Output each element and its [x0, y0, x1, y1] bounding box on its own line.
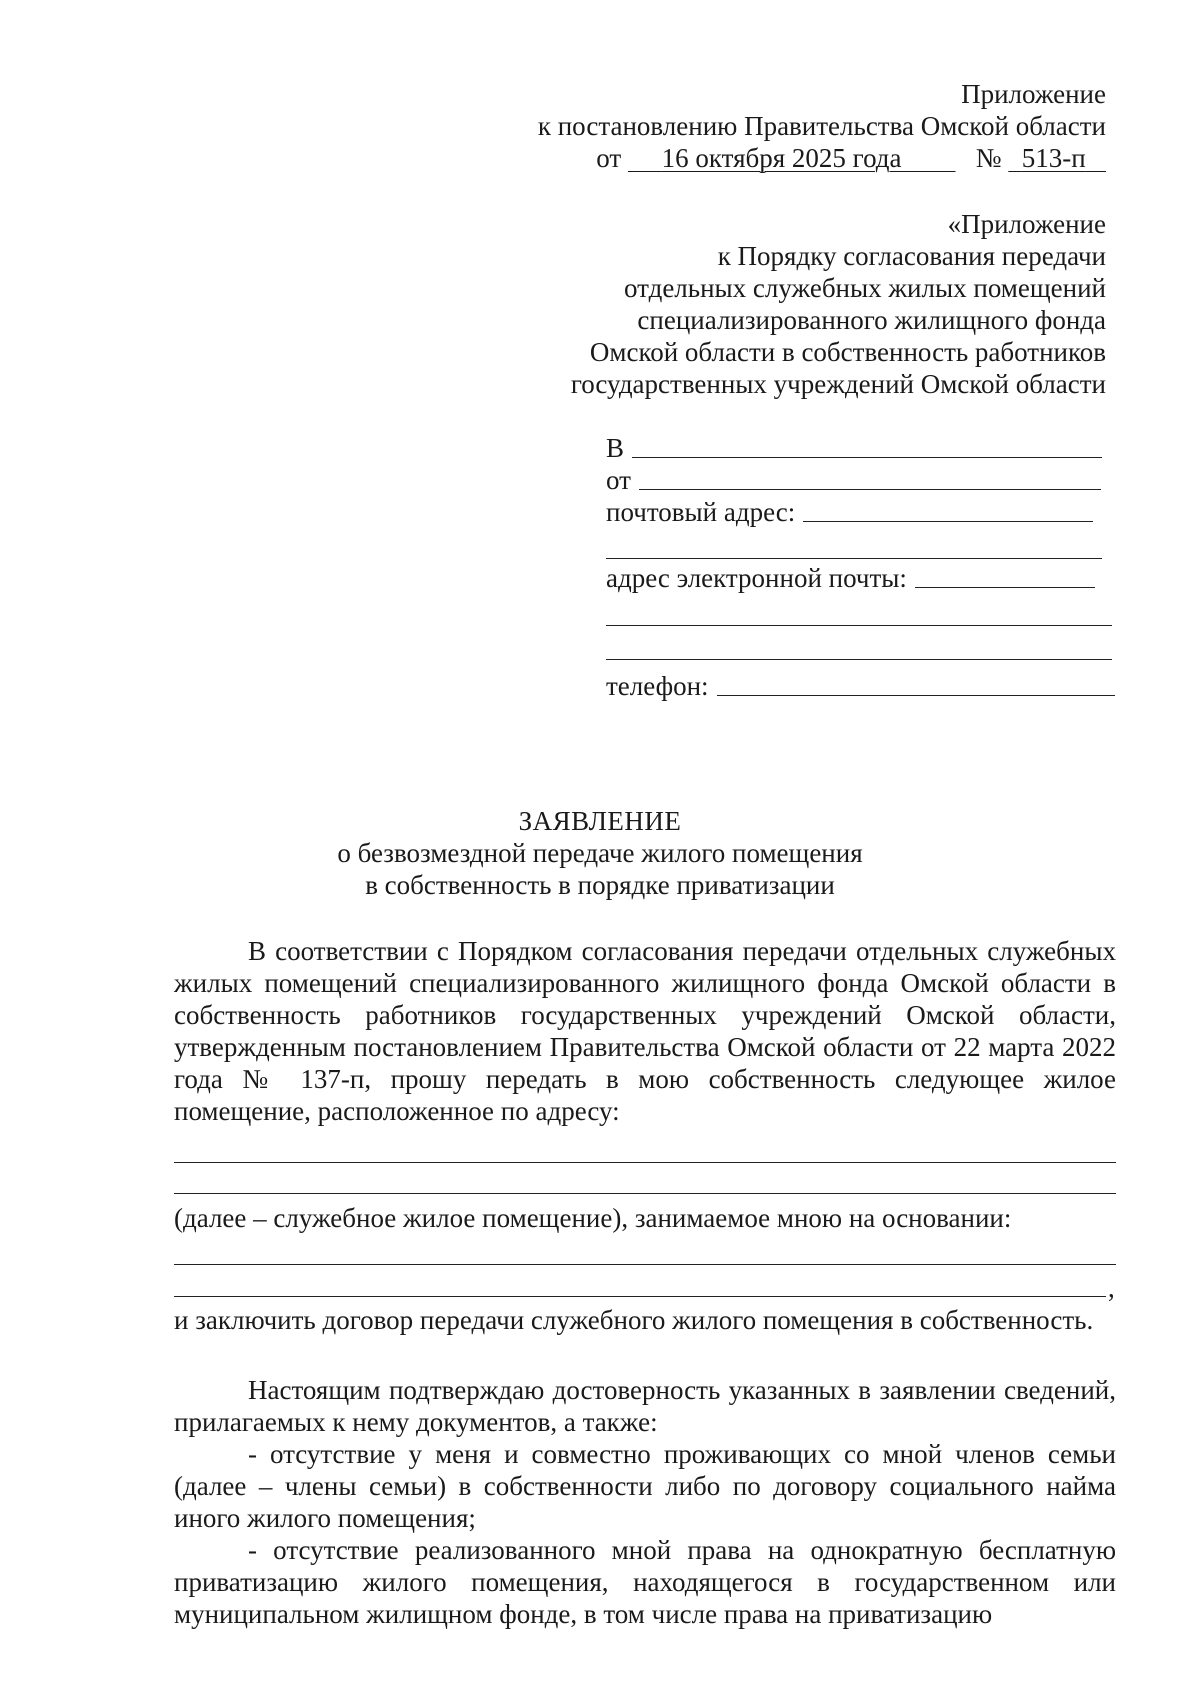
postal-field[interactable]: [803, 521, 1093, 522]
phone-label: телефон:: [606, 671, 709, 701]
email-row: [606, 562, 1095, 594]
to-label: В: [606, 433, 625, 463]
basis-line-2[interactable]: [174, 1296, 1106, 1297]
from-field-label: от: [606, 465, 631, 495]
basis-line-1[interactable]: [174, 1264, 1116, 1265]
postal-field-line2[interactable]: [606, 558, 1102, 559]
title-main: ЗАЯВЛЕНИЕ: [518, 806, 682, 836]
after-address-text: (далее – служебное жилое помещение), занимаемое мною на основании:: [174, 1203, 1012, 1233]
title-sub: о безвозмездной передаче жилого помещения: [337, 838, 863, 868]
to-row: [606, 432, 1102, 464]
appendix-title: Приложение: [961, 79, 1106, 109]
postal-label: почтовый адрес:: [606, 497, 796, 527]
inner-appendix-line: «Приложение: [947, 209, 1106, 239]
to-field[interactable]: [632, 457, 1102, 458]
number-label: №: [975, 143, 1002, 173]
phone-field[interactable]: [717, 695, 1115, 696]
address-line-1[interactable]: [174, 1162, 1116, 1163]
paragraph-intro: [174, 935, 1116, 1127]
phone-row: [606, 670, 1115, 702]
appendix-reference: к постановлению Правительства Омской области: [537, 111, 1106, 141]
inner-appendix-line: к Порядку согласования передачи: [717, 241, 1106, 271]
title-sub: в собственность в порядке приватизации: [365, 870, 835, 900]
inner-appendix-line: государственных учреждений Омской области: [570, 369, 1106, 399]
paragraph-confirm: [174, 1374, 1116, 1630]
inner-appendix-line: Омской области в собственность работников: [589, 337, 1106, 367]
list-item: - отсутствие реализованного мной права на однократную бесплатную приватизацию жилого помещения, находящегося в государственном или муниципальном жилищном фонде, в том числе права на приватизацию: [174, 1535, 1116, 1629]
paragraph-contract: [174, 1304, 1116, 1336]
appendix-number: [1008, 143, 1106, 173]
paragraph-text: Настоящим подтверждаю достоверность указанных в заявлении сведений, прилагаемых к нему документов, а также:: [174, 1375, 1116, 1437]
application-title: [0, 805, 1200, 901]
inner-appendix-line: отдельных служебных жилых помещений: [624, 273, 1106, 303]
appendix-header: [538, 78, 1106, 174]
email-field[interactable]: [915, 587, 1095, 588]
appendix-date: [628, 143, 956, 173]
paragraph-text: и заключить договор передачи служебного жилого помещения в собственность.: [174, 1305, 1094, 1335]
basis-comma: ,: [1108, 1273, 1115, 1303]
postal-row: [606, 496, 1093, 528]
appendix-number-value: 513-п: [1021, 143, 1086, 173]
address-line-2[interactable]: [174, 1193, 1116, 1194]
addressee-form: [606, 432, 1106, 702]
from-field[interactable]: [639, 489, 1101, 490]
paragraph-text: В соответствии с Порядком согласования передачи отдельных служебных жилых помещений специализированного жилищного фонда Омской области в собственность работников государственных учреждений Омской области, утвержденным постановлением Правительства Омской области от 22 марта 2022 года № 137-п, прошу передать в мою собственность следующее жилое помещение, расположенное по адресу:: [174, 936, 1116, 1126]
from-row: [606, 464, 1101, 496]
inner-appendix: [571, 208, 1106, 400]
email-field-line2[interactable]: [606, 625, 1112, 626]
email-field-line3[interactable]: [606, 659, 1112, 660]
appendix-date-value: 16 октября 2025 года: [661, 143, 902, 173]
appendix-date-number: [538, 142, 1106, 174]
list-item: - отсутствие у меня и совместно проживающих со мной членов семьи (далее – члены семьи) в собственности либо по договору социального найма иного жилого помещения;: [174, 1439, 1116, 1533]
email-label: адрес электронной почты:: [606, 563, 907, 593]
inner-appendix-line: специализированного жилищного фонда: [637, 305, 1106, 335]
from-label: от: [596, 143, 622, 173]
